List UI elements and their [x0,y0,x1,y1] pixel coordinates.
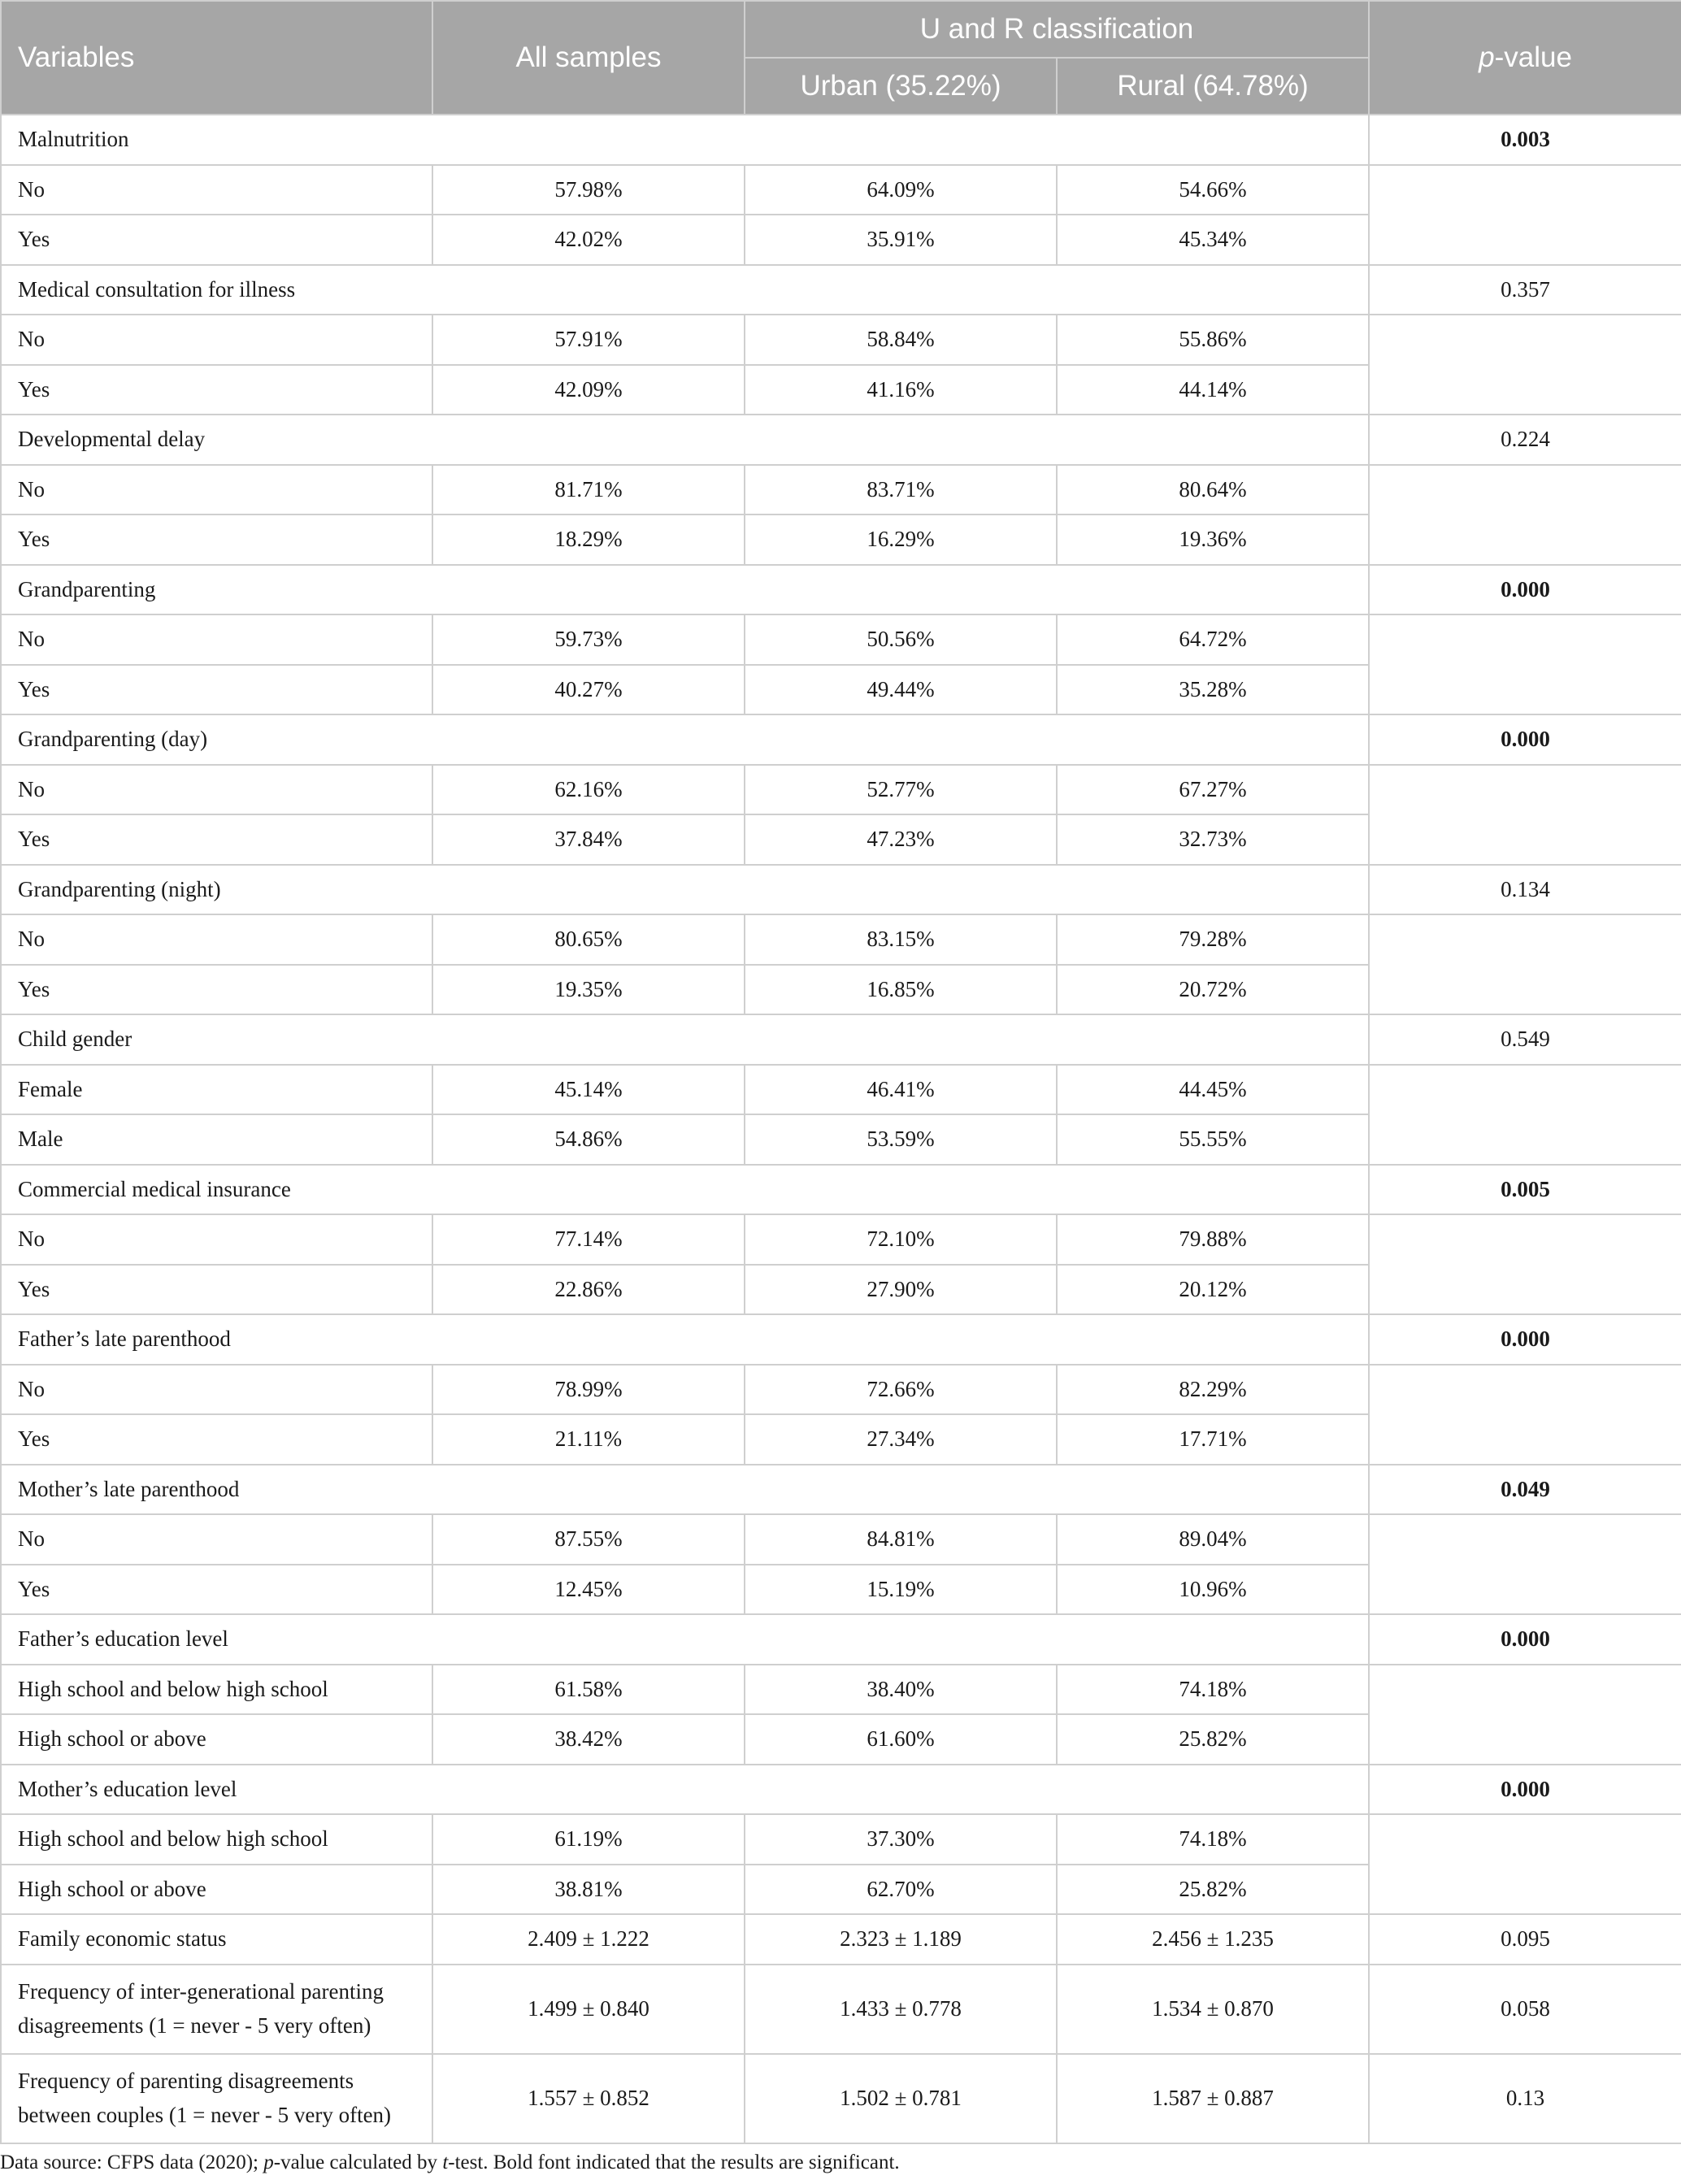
footnote-t-italic: t [442,2151,449,2173]
variable-group-row [1,1765,1681,1815]
urban-cell: 50.56% [745,614,1057,665]
urban-cell: 2.323 ± 1.189 [745,1914,1057,1965]
rural-cell: 64.72% [1057,614,1369,665]
header-urban: Urban (35.22%) [745,58,1057,115]
all-samples-cell: 61.19% [432,1814,745,1865]
variable-group-row [1,1614,1681,1665]
category-row [1,165,1681,215]
all-samples-cell: 57.98% [432,165,745,215]
category-label: No [1,165,432,215]
p-value-cell: 0.549 [1369,1014,1681,1065]
category-row [1,1065,1681,1115]
rural-cell: 74.18% [1057,1665,1369,1715]
variable-label: Mother’s late parenthood [1,1465,1369,1515]
urban-cell: 83.71% [745,465,1057,515]
header-p-value [1369,1,1681,115]
category-label: No [1,1514,432,1565]
category-label: Yes [1,515,432,565]
variable-label: Grandparenting (day) [1,714,1369,765]
header-p-rest: -value [1494,41,1572,73]
category-label: Male [1,1114,432,1165]
variable-label: Commercial medical insurance [1,1165,1369,1215]
category-row [1,1665,1681,1715]
all-samples-cell: 54.86% [432,1114,745,1165]
p-value-cell: 0.000 [1369,714,1681,765]
rural-cell: 55.86% [1057,315,1369,365]
empty-p-cell [1369,1365,1681,1465]
rural-cell: 44.14% [1057,365,1369,415]
category-label: No [1,914,432,965]
urban-cell: 47.23% [745,814,1057,865]
category-label: No [1,1214,432,1265]
category-label: Yes [1,1414,432,1465]
variable-group-row [1,1014,1681,1065]
all-samples-cell: 59.73% [432,614,745,665]
category-label: No [1,765,432,815]
empty-p-cell [1369,1814,1681,1914]
all-samples-cell: 42.02% [432,215,745,265]
category-label: Yes [1,215,432,265]
all-samples-cell: 1.557 ± 0.852 [432,2054,745,2143]
all-samples-cell: 19.35% [432,965,745,1015]
variable-group-row [1,265,1681,315]
urban-cell: 62.70% [745,1865,1057,1915]
continuous-row [1,1965,1681,2054]
empty-p-cell [1369,315,1681,415]
urban-cell: 84.81% [745,1514,1057,1565]
category-row [1,1365,1681,1415]
category-row [1,315,1681,365]
variable-group-row [1,1165,1681,1215]
urban-cell: 72.10% [745,1214,1057,1265]
rural-cell: 1.587 ± 0.887 [1057,2054,1369,2143]
all-samples-cell: 22.86% [432,1265,745,1315]
urban-cell: 49.44% [745,665,1057,715]
urban-cell: 46.41% [745,1065,1057,1115]
variable-label: Medical consultation for illness [1,265,1369,315]
urban-cell: 16.85% [745,965,1057,1015]
empty-p-cell [1369,914,1681,1014]
all-samples-cell: 12.45% [432,1565,745,1615]
urban-cell: 52.77% [745,765,1057,815]
footnote-part1: Data source: CFPS data (2020); [0,2151,264,2173]
p-value-cell: 0.13 [1369,2054,1681,2143]
empty-p-cell [1369,165,1681,265]
p-value-cell: 0.049 [1369,1465,1681,1515]
continuous-row [1,1914,1681,1965]
rural-cell: 80.64% [1057,465,1369,515]
variable-label: Malnutrition [1,115,1369,165]
rural-cell: 67.27% [1057,765,1369,815]
category-label: High school and below high school [1,1814,432,1865]
category-row [1,614,1681,665]
variable-label: Family economic status [1,1914,432,1965]
variable-label: Grandparenting [1,565,1369,615]
category-row [1,465,1681,515]
rural-cell: 74.18% [1057,1814,1369,1865]
variable-group-row [1,1314,1681,1365]
category-label: No [1,614,432,665]
rural-cell: 89.04% [1057,1514,1369,1565]
all-samples-cell: 81.71% [432,465,745,515]
category-label: Yes [1,665,432,715]
all-samples-cell: 57.91% [432,315,745,365]
all-samples-cell: 45.14% [432,1065,745,1115]
category-label: High school or above [1,1865,432,1915]
all-samples-cell: 37.84% [432,814,745,865]
category-label: High school and below high school [1,1665,432,1715]
p-value-cell: 0.058 [1369,1965,1681,2054]
rural-cell: 32.73% [1057,814,1369,865]
p-value-cell: 0.357 [1369,265,1681,315]
urban-cell: 27.90% [745,1265,1057,1315]
urban-cell: 1.433 ± 0.778 [745,1965,1057,2054]
variable-label: Child gender [1,1014,1369,1065]
variable-label: Developmental delay [1,415,1369,465]
footnote-part2: -value calculated by [273,2151,443,2173]
table-body [1,115,1681,2143]
all-samples-cell: 80.65% [432,914,745,965]
category-label: Yes [1,365,432,415]
category-label: No [1,315,432,365]
urban-cell: 41.16% [745,365,1057,415]
all-samples-cell: 62.16% [432,765,745,815]
variable-group-row [1,714,1681,765]
variable-group-row [1,1465,1681,1515]
category-label: Yes [1,965,432,1015]
empty-p-cell [1369,1665,1681,1765]
all-samples-cell: 38.42% [432,1714,745,1765]
urban-cell: 16.29% [745,515,1057,565]
all-samples-cell: 42.09% [432,365,745,415]
p-value-cell: 0.000 [1369,565,1681,615]
empty-p-cell [1369,614,1681,714]
category-label: Yes [1,1565,432,1615]
empty-p-cell [1369,465,1681,565]
header-all-samples: All samples [432,1,745,115]
urban-cell: 38.40% [745,1665,1057,1715]
variable-group-row [1,865,1681,915]
rural-cell: 25.82% [1057,1714,1369,1765]
category-label: No [1,465,432,515]
category-label: High school or above [1,1714,432,1765]
variable-group-row [1,415,1681,465]
footnote-p-italic: p [263,2151,274,2173]
variable-label: Mother’s education level [1,1765,1369,1815]
variable-group-row [1,115,1681,165]
all-samples-cell: 61.58% [432,1665,745,1715]
table-footnote [0,2151,900,2174]
all-samples-cell: 1.499 ± 0.840 [432,1965,745,2054]
category-label: Yes [1,814,432,865]
rural-cell: 17.71% [1057,1414,1369,1465]
p-value-cell: 0.000 [1369,1314,1681,1365]
urban-cell: 37.30% [745,1814,1057,1865]
all-samples-cell: 18.29% [432,515,745,565]
p-value-cell: 0.095 [1369,1914,1681,1965]
category-row [1,765,1681,815]
variable-label: Father’s education level [1,1614,1369,1665]
urban-cell: 53.59% [745,1114,1057,1165]
p-value-cell: 0.134 [1369,865,1681,915]
empty-p-cell [1369,1214,1681,1314]
continuous-row [1,2054,1681,2143]
rural-cell: 1.534 ± 0.870 [1057,1965,1369,2054]
variable-label: Father’s late parenthood [1,1314,1369,1365]
rural-cell: 54.66% [1057,165,1369,215]
rural-cell: 79.28% [1057,914,1369,965]
urban-cell: 15.19% [745,1565,1057,1615]
variable-label: Frequency of parenting disagreements between couples (1 = never - 5 very often) [1,2054,432,2143]
category-row [1,1814,1681,1865]
all-samples-cell: 2.409 ± 1.222 [432,1914,745,1965]
urban-cell: 64.09% [745,165,1057,215]
all-samples-cell: 38.81% [432,1865,745,1915]
variable-label: Frequency of inter-generational parenting disagreements (1 = never - 5 very often) [1,1965,432,2054]
urban-cell: 58.84% [745,315,1057,365]
p-value-cell: 0.000 [1369,1614,1681,1665]
header-rural: Rural (64.78%) [1057,58,1369,115]
p-value-cell: 0.000 [1369,1765,1681,1815]
rural-cell: 55.55% [1057,1114,1369,1165]
p-value-cell: 0.003 [1369,115,1681,165]
header-p-italic: p [1479,41,1495,73]
rural-cell: 25.82% [1057,1865,1369,1915]
table-header [1,1,1681,115]
rural-cell: 82.29% [1057,1365,1369,1415]
empty-p-cell [1369,1065,1681,1165]
urban-cell: 35.91% [745,215,1057,265]
rural-cell: 45.34% [1057,215,1369,265]
header-variables: Variables [1,1,432,115]
category-label: Female [1,1065,432,1115]
category-row [1,914,1681,965]
rural-cell: 2.456 ± 1.235 [1057,1914,1369,1965]
all-samples-cell: 21.11% [432,1414,745,1465]
empty-p-cell [1369,765,1681,865]
urban-cell: 61.60% [745,1714,1057,1765]
category-row [1,1514,1681,1565]
all-samples-cell: 87.55% [432,1514,745,1565]
all-samples-cell: 40.27% [432,665,745,715]
category-label: Yes [1,1265,432,1315]
urban-cell: 1.502 ± 0.781 [745,2054,1057,2143]
all-samples-cell: 77.14% [432,1214,745,1265]
header-ur-classification: U and R classification [745,1,1369,58]
rural-cell: 20.72% [1057,965,1369,1015]
variable-group-row [1,565,1681,615]
rural-cell: 19.36% [1057,515,1369,565]
rural-cell: 79.88% [1057,1214,1369,1265]
rural-cell: 10.96% [1057,1565,1369,1615]
p-value-cell: 0.005 [1369,1165,1681,1215]
category-label: No [1,1365,432,1415]
variable-label: Grandparenting (night) [1,865,1369,915]
all-samples-cell: 78.99% [432,1365,745,1415]
urban-cell: 27.34% [745,1414,1057,1465]
rural-cell: 35.28% [1057,665,1369,715]
category-row [1,1214,1681,1265]
p-value-cell: 0.224 [1369,415,1681,465]
footnote-part3: -test. Bold font indicated that the results are significant. [448,2151,900,2173]
urban-cell: 83.15% [745,914,1057,965]
urban-cell: 72.66% [745,1365,1057,1415]
rural-cell: 44.45% [1057,1065,1369,1115]
empty-p-cell [1369,1514,1681,1614]
rural-cell: 20.12% [1057,1265,1369,1315]
